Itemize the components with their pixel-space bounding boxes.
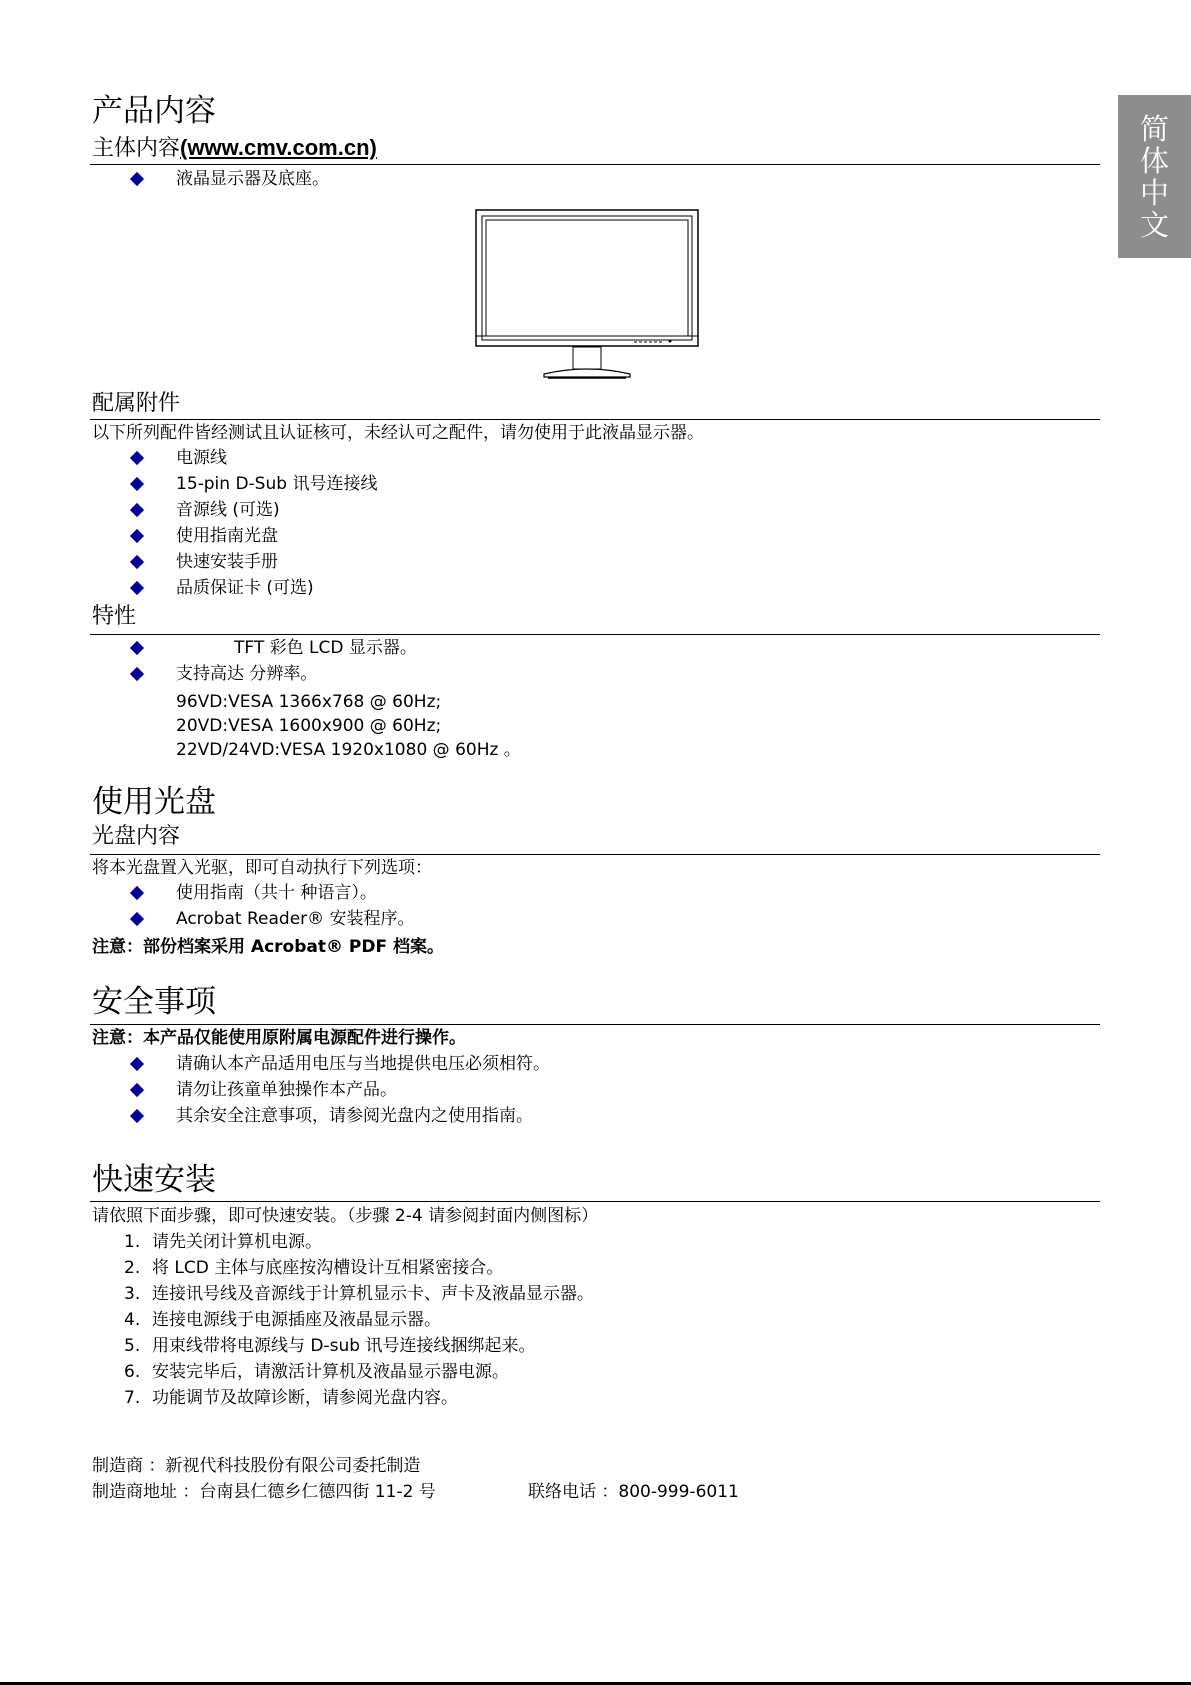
resolution-list <box>176 690 521 762</box>
quick-install-intro: 请依照下面步骤，即可快速安装。（步骤 2-4 请参阅封面内侧图标） <box>92 1206 599 1226</box>
list-item <box>128 661 417 687</box>
install-step <box>124 1229 594 1255</box>
list-item <box>128 549 377 575</box>
step-number: 4. <box>124 1310 141 1330</box>
diamond-bullet-icon <box>130 1057 144 1071</box>
step-number: 2. <box>124 1258 141 1278</box>
step-number: 5. <box>124 1336 141 1356</box>
list-item-text: 15-pin D-Sub 讯号连接线 <box>176 474 378 494</box>
diamond-bullet-icon <box>130 581 144 595</box>
install-step <box>124 1281 594 1307</box>
safety-title: 安全事项 <box>92 984 216 1020</box>
section-rule <box>90 854 1100 855</box>
resolution-line: 22VD/24VD:VESA 1920x1080 @ 60Hz 。 <box>176 740 521 760</box>
list-item-text: Acrobat Reader® 安装程序。 <box>176 909 415 929</box>
quick-install-title: 快速安装 <box>92 1162 216 1198</box>
section-rule <box>90 419 1100 420</box>
list-item <box>128 166 329 192</box>
list-item <box>128 1077 550 1103</box>
language-tab-char: 文 <box>1139 208 1169 242</box>
list-item <box>128 497 377 523</box>
list-item-text: 电源线 <box>176 448 227 468</box>
safety-note: 注意：本产品仅能使用原附属电源配件进行操作。 <box>92 1028 466 1048</box>
step-number: 1. <box>124 1232 141 1252</box>
accessories-heading: 配属附件 <box>92 391 181 416</box>
install-step <box>124 1333 594 1359</box>
list-item-text: 液晶显示器及底座。 <box>176 169 329 189</box>
accessories-intro: 以下所列配件皆经测试且认证核可，未经认可之配件，请勿使用于此液晶显示器。 <box>92 423 704 443</box>
section-rule <box>90 1024 1100 1025</box>
section-rule <box>90 164 1100 165</box>
list-item <box>128 1103 550 1129</box>
list-item-text: TFT 彩色 LCD 显示器。 <box>234 638 417 658</box>
manufacturer-phone: 联络电话 ：800-999-6011 <box>528 1482 739 1502</box>
step-text: 连接讯号线及音源线于计算机显示卡、声卡及液晶显示器。 <box>152 1284 594 1304</box>
list-item <box>128 445 377 471</box>
monitor-illustration <box>474 208 700 380</box>
diamond-bullet-icon <box>130 912 144 926</box>
install-steps <box>124 1229 594 1411</box>
list-item <box>128 575 377 601</box>
cd-note: 注意：部份档案采用 Acrobat® PDF 档案。 <box>92 937 445 957</box>
manufacturer-line: 制造商 ：新视代科技股份有限公司委托制造 <box>92 1456 421 1476</box>
list-item-text: 音源线 (可选) <box>176 500 280 520</box>
resolution-line: 20VD:VESA 1600x900 @ 60Hz; <box>176 716 442 736</box>
list-item <box>128 523 377 549</box>
safety-list <box>128 1051 550 1129</box>
cd-list <box>128 880 415 932</box>
list-item <box>128 906 415 932</box>
step-number: 3. <box>124 1284 141 1304</box>
diamond-bullet-icon <box>130 451 144 465</box>
diamond-bullet-icon <box>130 477 144 491</box>
diamond-bullet-icon <box>130 886 144 900</box>
diamond-bullet-icon <box>130 172 144 186</box>
resolution-line: 96VD:VESA 1366x768 @ 60Hz; <box>176 692 442 712</box>
step-text: 请先关闭计算机电源。 <box>152 1232 322 1252</box>
step-text: 用束线带将电源线与 D-sub 讯号连接线捆绑起来。 <box>152 1336 536 1356</box>
step-text: 连接电源线于电源插座及液晶显示器。 <box>152 1310 441 1330</box>
step-text: 安装完毕后，请激活计算机及液晶显示器电源。 <box>152 1362 509 1382</box>
features-list <box>128 635 417 687</box>
cd-heading: 光盘内容 <box>92 824 181 849</box>
list-item-text: 使用指南（共十 种语言）。 <box>176 883 377 903</box>
list-item-text: 请确认本产品适用电压与当地提供电压必须相符。 <box>176 1054 550 1074</box>
cd-title: 使用光盘 <box>92 784 216 820</box>
install-step <box>124 1385 594 1411</box>
diamond-bullet-icon <box>130 503 144 517</box>
install-step <box>124 1359 594 1385</box>
diamond-bullet-icon <box>130 529 144 543</box>
list-item-text: 请勿让孩童单独操作本产品。 <box>176 1080 397 1100</box>
manufacturer-address: 制造商地址 ：台南县仁德乡仁德四街 11-2 号 <box>92 1482 436 1502</box>
install-step <box>124 1255 594 1281</box>
main-body-heading <box>92 135 377 162</box>
list-item-text: 使用指南光盘 <box>176 526 278 546</box>
features-heading: 特性 <box>92 604 137 629</box>
list-item-text: 品质保证卡 (可选) <box>176 578 314 598</box>
list-item <box>128 1051 550 1077</box>
cd-intro: 将本光盘置入光驱，即可自动执行下列选项： <box>92 858 432 878</box>
section-rule <box>90 1201 1100 1202</box>
diamond-bullet-icon <box>130 1109 144 1123</box>
list-item-text: 支持高达 分辨率。 <box>176 664 318 684</box>
step-text: 功能调节及故障诊断，请参阅光盘内容。 <box>152 1388 458 1408</box>
step-text: 将 LCD 主体与底座按沟槽设计互相紧密接合。 <box>152 1258 504 1278</box>
language-tab-char: 体 <box>1139 144 1169 178</box>
diamond-bullet-icon <box>130 641 144 655</box>
list-item <box>128 880 415 906</box>
language-tab-char: 简 <box>1139 112 1169 146</box>
website-link[interactable]: (www.cmv.com.cn) <box>180 135 377 160</box>
accessories-list <box>128 445 377 601</box>
list-item <box>128 471 377 497</box>
list-item-text: 其余安全注意事项，请参阅光盘内之使用指南。 <box>176 1106 533 1126</box>
step-number: 6. <box>124 1362 141 1382</box>
diamond-bullet-icon <box>130 667 144 681</box>
contents-title: 产品内容 <box>92 93 216 129</box>
main-items-list <box>128 166 329 192</box>
install-step <box>124 1307 594 1333</box>
list-item <box>128 635 417 661</box>
step-number: 7. <box>124 1388 141 1408</box>
diamond-bullet-icon <box>130 555 144 569</box>
list-item-text: 快速安装手册 <box>176 552 278 572</box>
main-body-heading-text: 主体内容 <box>92 136 181 161</box>
language-tab-char: 中 <box>1139 176 1169 210</box>
language-tab <box>1118 95 1191 258</box>
diamond-bullet-icon <box>130 1083 144 1097</box>
